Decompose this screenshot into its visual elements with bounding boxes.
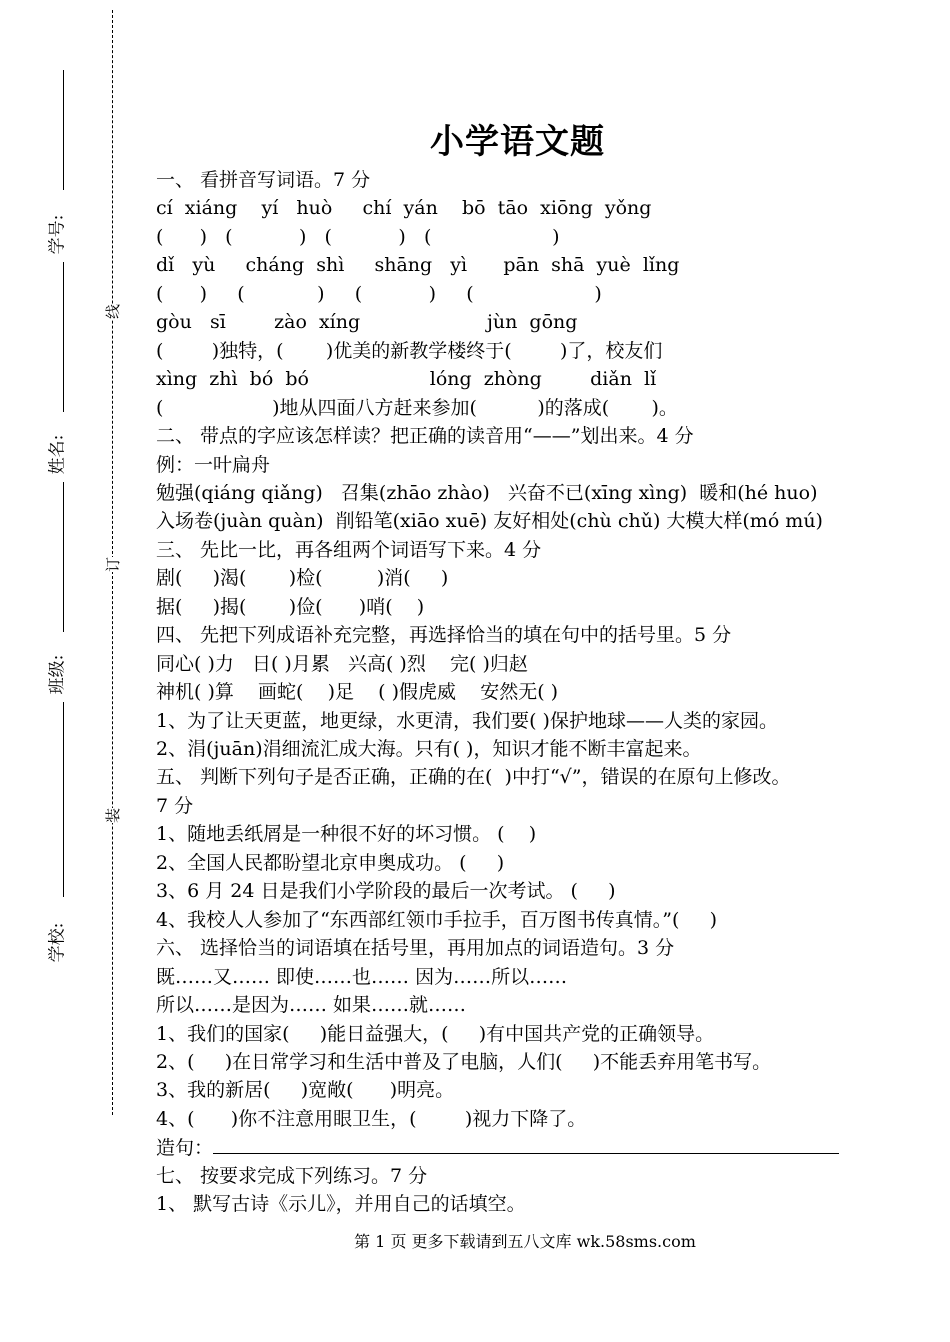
binding-mark-xian: 线 bbox=[104, 303, 123, 320]
exam-line: 二、 带点的字应该怎样读？把正确的读音用“——”划出来。4 分 bbox=[156, 425, 694, 448]
exam-line: 例：一叶扁舟 bbox=[156, 453, 271, 476]
exam-line: 入场卷(juàn quàn) 削铅笔(xiāo xuē) 友好相处(chù chǔ) 大模大样(mó mú) bbox=[156, 510, 823, 533]
field-line bbox=[63, 702, 64, 897]
exam-line: 四、 先把下列成语补充完整，再选择恰当的填在句中的括号里。5 分 bbox=[156, 624, 732, 647]
binding-mark-ding: 订 bbox=[104, 556, 123, 573]
field-line bbox=[63, 262, 64, 412]
exam-line: 既……又…… 即使……也…… 因为……所以…… bbox=[156, 965, 568, 988]
exam-line: 4、( )你不注意用眼卫生，( )视力下降了。 bbox=[156, 1107, 587, 1130]
exam-line: 五、 判断下列句子是否正确，正确的在( )中打“√”，错误的在原句上修改。 bbox=[156, 766, 791, 789]
exam-line: ( ) ( ) ( ) ( ) bbox=[156, 225, 560, 248]
name-label: 姓名: bbox=[47, 434, 68, 475]
exam-line: 2、全国人民都盼望北京申奥成功。 ( ) bbox=[156, 851, 505, 874]
exam-line: 据( )揭( )俭( )哨( ) bbox=[156, 595, 425, 618]
sentence-answer-line[interactable] bbox=[213, 1135, 839, 1154]
exam-line: gòu sī zào xíng jùn gōng bbox=[156, 311, 578, 334]
field-line bbox=[63, 482, 64, 632]
exam-line: 三、 先比一比，再各组两个词语写下来。4 分 bbox=[156, 538, 542, 561]
exam-line: 六、 选择恰当的词语填在括号里，再用加点的词语造句。3 分 bbox=[156, 937, 675, 960]
exam-line: cí xiáng yí huò chí yán bō tāo xiōng yǒng bbox=[156, 197, 652, 220]
student-id-label: 学号: bbox=[47, 214, 68, 255]
exam-line: 2、涓(juān)涓细流汇成大海。只有( )，知识才能不断丰富起来。 bbox=[156, 738, 702, 760]
exam-line: 剧( )渴( )检( )消( ) bbox=[156, 567, 449, 590]
exam-line: 造句： bbox=[156, 1135, 839, 1160]
exam-line: 所以……是因为…… 如果……就…… bbox=[156, 994, 467, 1017]
exam-line: 七、 按要求完成下列练习。7 分 bbox=[156, 1164, 428, 1187]
exam-line: 1、为了让天更蓝，地更绿，水更清，我们要( )保护地球——人类的家园。 bbox=[156, 709, 778, 732]
exam-line: 神机( )算 画蛇( )足 ( )假虎威 安然无( ) bbox=[156, 681, 559, 704]
class-label: 班级: bbox=[47, 654, 68, 695]
exam-line: 1、 默写古诗《示儿》，并用自己的话填空。 bbox=[156, 1193, 526, 1216]
exam-line: xìng zhì bó bó lóng zhòng diǎn lǐ bbox=[156, 368, 657, 391]
exam-line: 3、6 月 24 日是我们小学阶段的最后一次考试。 ( ) bbox=[156, 880, 616, 903]
page-footer: 第 1 页 更多下载请到五八文库 wk.58sms.com bbox=[354, 1232, 696, 1251]
school-label: 学校: bbox=[47, 922, 68, 963]
field-line bbox=[63, 70, 64, 190]
exam-line: ( ) ( ) ( ) ( ) bbox=[156, 282, 602, 305]
exam-line: 同心( )力 日( )月累 兴高( )烈 完( )归赵 bbox=[156, 652, 528, 675]
exam-line: 4、我校人人参加了“东西部红领巾手拉手，百万图书传真情。”( ) bbox=[156, 908, 718, 931]
exam-line: 一、 看拼音写词语。7 分 bbox=[156, 169, 371, 191]
binding-margin bbox=[0, 0, 140, 1342]
exam-line: dǐ yù cháng shì shāng yì pān shā yuè lǐng bbox=[156, 254, 680, 277]
exam-line: ( )地从四面八方赶来参加( )的落成( )。 bbox=[156, 396, 678, 419]
exam-line: ( )独特，( )优美的新教学楼终于( )了，校友们 bbox=[156, 339, 663, 362]
exam-line: 1、随地丢纸屑是一种很不好的坏习惯。 ( ) bbox=[156, 823, 537, 846]
exam-line: 1、我们的国家( )能日益强大，( )有中国共产党的正确领导。 bbox=[156, 1022, 715, 1045]
exam-line: 7 分 bbox=[156, 794, 194, 817]
exam-line: 勉强(qiáng qiǎng) 召集(zhāo zhào) 兴奋不已(xīng xìng) 暖和(hé huo) bbox=[156, 481, 818, 504]
exam-line: 3、我的新居( )宽敞( )明亮。 bbox=[156, 1079, 455, 1102]
exam-line: 2、( )在日常学习和生活中普及了电脑，人们( )不能丢弃用笔书写。 bbox=[156, 1050, 772, 1073]
page-title: 小学语文题 bbox=[430, 122, 605, 162]
binding-mark-zhuang: 装 bbox=[104, 807, 123, 824]
